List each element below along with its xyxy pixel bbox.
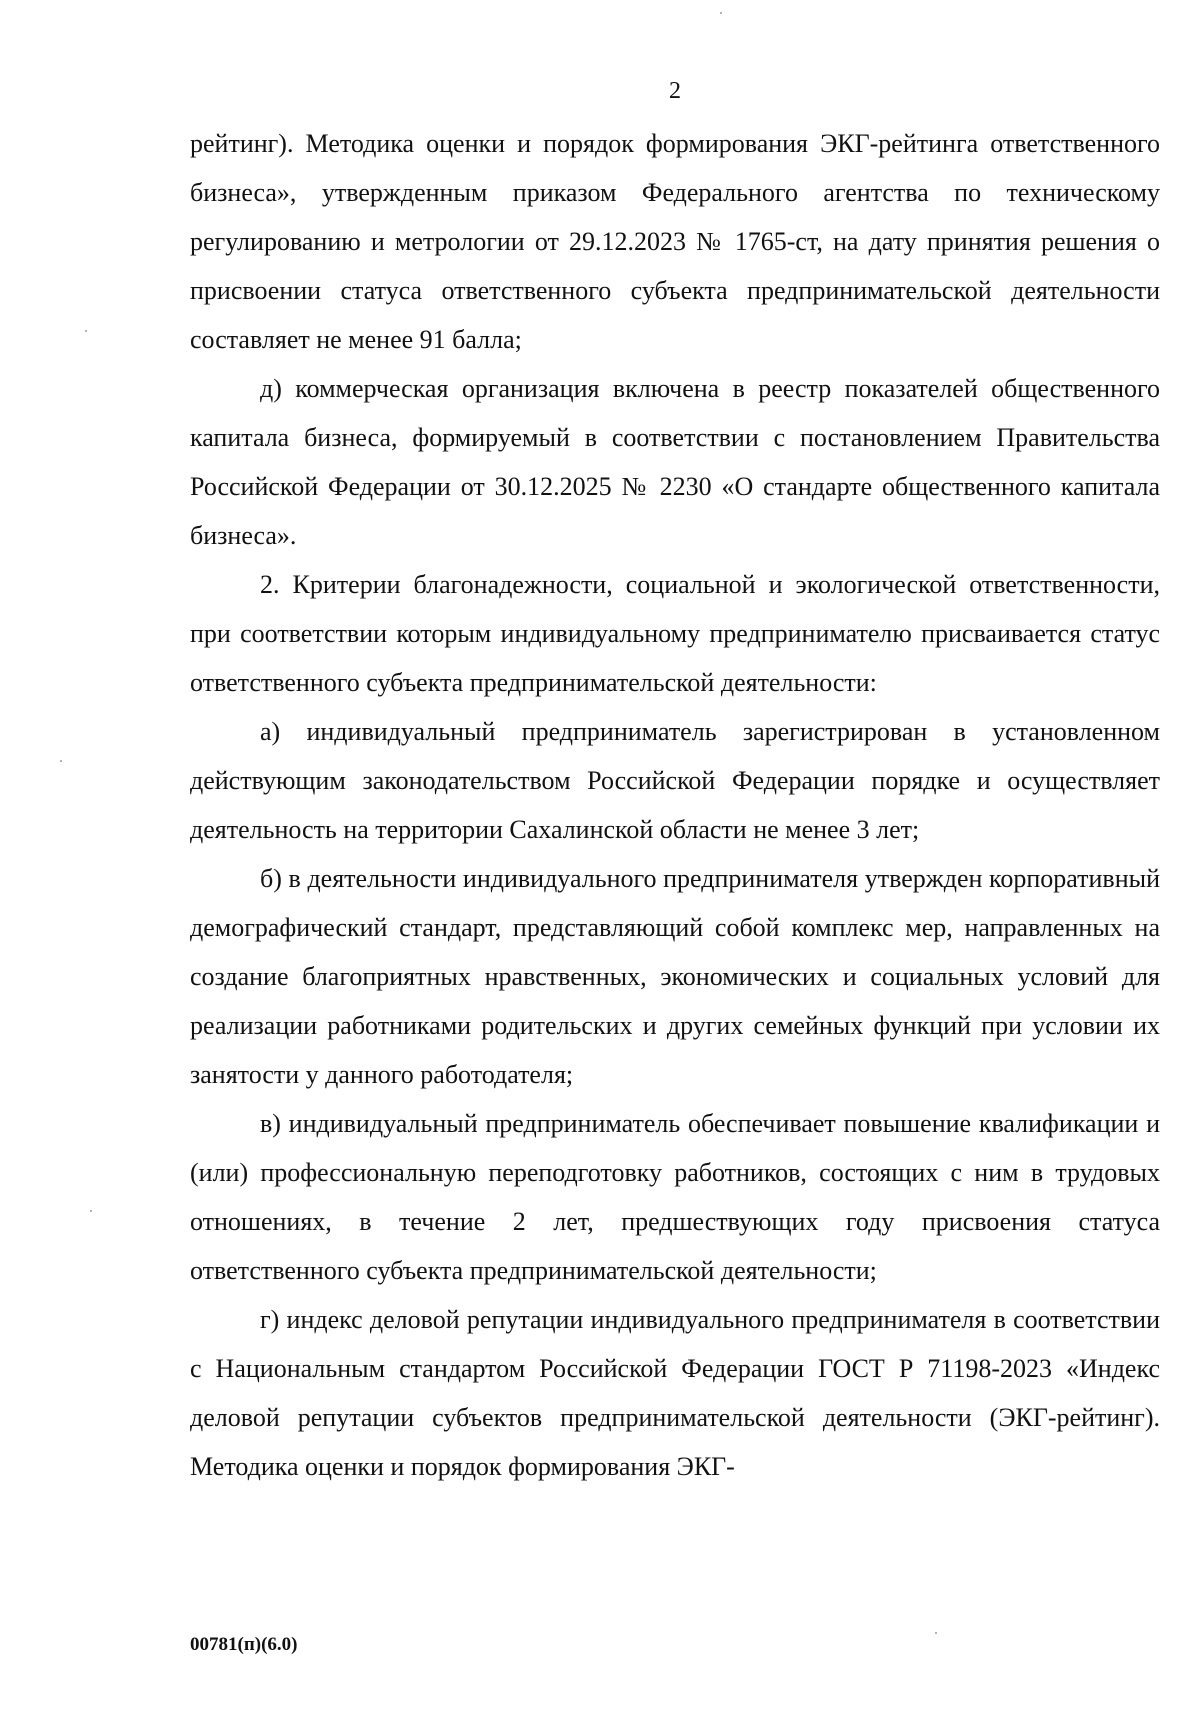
paragraph-item-d: д) коммерческая организация включена в реестр показателей общественного капитала бизнеса, формируемый в соответствии с постановлением Правительства Российской Федерации от 30.12.2025 № 2230 «О стандарте общественного капитала бизнеса». xyxy=(190,374,1160,550)
paragraph-item-b: б) в деятельности индивидуального предпринимателя утвержден корпоративный демографический стандарт, представляющий собой комплекс мер, направленных на создание благоприятных нравственных, экономических и социальных условий для реализации работниками родительских и других семейных функций при условии их занятости у данного работодателя; xyxy=(190,864,1160,1089)
paragraph-item-g: г) индекс деловой репутации индивидуального предпринимателя в соответствии с Национальным стандартом Российской Федерации ГОСТ Р 71198-2023 «Индекс деловой репутации субъектов предпринимательской деятельности (ЭКГ-рейтинг). Методика оценки и порядок формирования ЭКГ- xyxy=(190,1305,1160,1481)
scan-speck xyxy=(60,760,62,762)
paragraph-continuation: рейтинг). Методика оценки и порядок формирования ЭКГ-рейтинга ответственного бизнеса», утвержденным приказом Федерального агентства по техническому регулированию и метрологии от 29.12.2023 № 1765-ст, на дату принятия решения о присвоении статуса ответственного субъекта предпринимательской деятельности составляет не менее 91 балла; xyxy=(190,129,1160,354)
document-code: 00781(п)(6.0) xyxy=(190,1634,298,1655)
paragraph-item-v: в) индивидуальный предприниматель обеспечивает повышение квалификации и (или) профессиональную переподготовку работников, состоящих с ним в трудовых отношениях, в течение 2 лет, предшествующих году присвоения статуса ответственного субъекта предпринимательской деятельности; xyxy=(190,1109,1160,1285)
scan-speck xyxy=(720,12,722,14)
page-number: 2 xyxy=(669,78,681,104)
scan-speck xyxy=(90,1210,92,1212)
document-body xyxy=(190,119,1160,1491)
paragraph-section-2: 2. Критерии благонадежности, социальной и экологической ответственности, при соответствии которым индивидуальному предпринимателю присваивается статус ответственного субъекта предпринимательской деятельности: xyxy=(190,570,1160,697)
scan-speck xyxy=(85,330,87,332)
scan-speck xyxy=(935,1632,937,1634)
paragraph-item-a: а) индивидуальный предприниматель зарегистрирован в установленном действующим законодательством Российской Федерации порядке и осуществляет деятельность на территории Сахалинской области не менее 3 лет; xyxy=(190,717,1160,844)
